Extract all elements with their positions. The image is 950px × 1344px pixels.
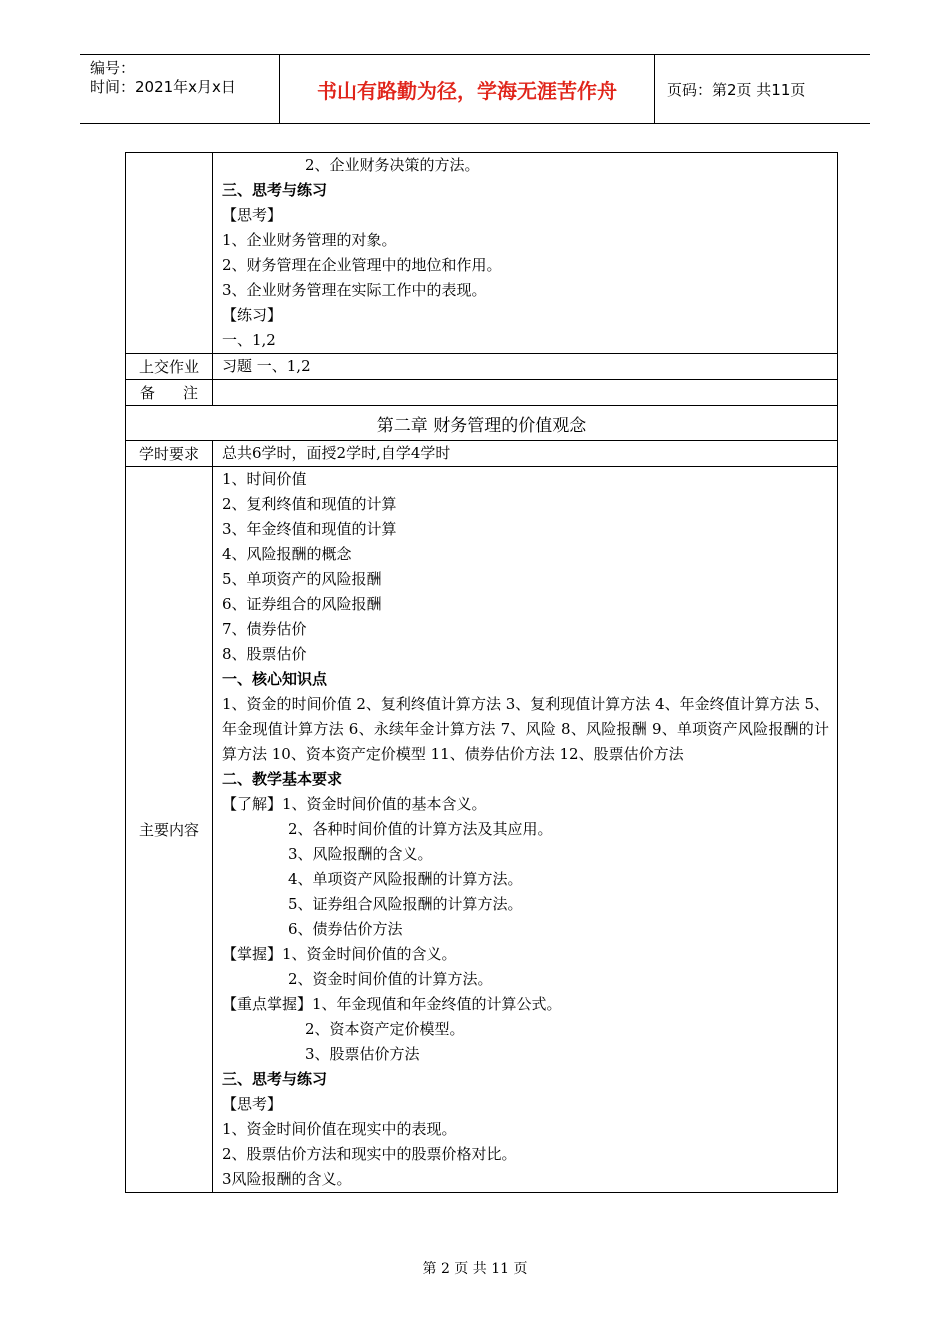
- list-item: 4、风险报酬的概念: [222, 545, 352, 563]
- list-item: 6、债券估价方法: [288, 920, 403, 938]
- chapter-title: 第二章 财务管理的价值观念: [126, 406, 838, 441]
- hours-row: [126, 441, 838, 467]
- list-item: 2、资本资产定价模型。: [305, 1020, 465, 1038]
- list-item: 5、证券组合风险报酬的计算方法。: [288, 895, 523, 913]
- list-item: 6、证券组合的风险报酬: [222, 595, 382, 613]
- list-item: 2、资金时间价值的计算方法。: [288, 970, 493, 988]
- footer-page-number: 第 2 页 共 11 页: [422, 1261, 528, 1277]
- list-item: 3、股票估价方法: [305, 1045, 420, 1063]
- prev-section-row: [126, 153, 838, 354]
- list-item: 3、年金终值和现值的计算: [222, 520, 397, 538]
- list-item: 1、年金现值和年金终值的计算公式。: [312, 995, 562, 1013]
- think-tag: 【思考】: [222, 1095, 283, 1113]
- remarks-label-a: 备: [140, 384, 156, 402]
- homework-value: 习题 一、1,2: [213, 354, 838, 380]
- hours-value: 总共6学时，面授2学时,自学4学时: [213, 441, 838, 467]
- list-item: 8、股票估价: [222, 645, 307, 663]
- page-footer: [0, 1258, 950, 1278]
- core-knowledge-text: 1、资金的时间价值 2、复利终值计算方法 3、复利现值计算方法 4、年金终值计算方法 5、年金现值计算方法 6、永续年金计算方法 7、风险 8、风险报酬 9、单项资产风险报酬的计算方法 10、资本资产定价模型 11、债券估价方法 12、股票估价方法: [222, 695, 829, 763]
- list-item: 3、风险报酬的含义。: [288, 845, 433, 863]
- main-content: [213, 467, 838, 1193]
- list-item: 2、各种时间价值的计算方法及其应用。: [288, 820, 553, 838]
- prev-section-content: [213, 153, 838, 354]
- homework-row: [126, 354, 838, 380]
- main-content-label: 主要内容: [126, 467, 213, 1193]
- prev-section-label: [126, 153, 213, 354]
- list-item: 【思考】: [222, 206, 283, 224]
- list-item: 1、时间价值: [222, 470, 307, 488]
- list-item: 3风险报酬的含义。: [222, 1170, 352, 1188]
- list-item: 1、资金时间价值的含义。: [282, 945, 457, 963]
- list-item: 2、财务管理在企业管理中的地位和作用。: [222, 256, 502, 274]
- chapter-row: [126, 406, 838, 441]
- list-item: 一、1,2: [222, 331, 276, 349]
- list-item: 5、单项资产的风险报酬: [222, 570, 382, 588]
- list-item: 3、企业财务管理在实际工作中的表现。: [222, 281, 487, 299]
- header-page-code: 页码：第2页 共11页: [667, 80, 806, 99]
- list-item: 1、资金时间价值在现实中的表现。: [222, 1120, 457, 1138]
- list-item: 2、复利终值和现值的计算: [222, 495, 397, 513]
- page-header: [80, 54, 870, 124]
- section-heading: 三、思考与练习: [222, 1070, 328, 1088]
- course-table: [125, 152, 838, 1193]
- list-item: 7、债券估价: [222, 620, 307, 638]
- key-tag: 【重点掌握】: [222, 995, 313, 1013]
- list-item: 4、单项资产风险报酬的计算方法。: [288, 870, 523, 888]
- number-label: 编号：: [90, 59, 136, 77]
- remarks-row: [126, 380, 838, 406]
- master-tag: 【掌握】: [222, 945, 283, 963]
- section-heading: 二、教学基本要求: [222, 770, 343, 788]
- time-label: 时间：2021年x月x日: [90, 78, 236, 96]
- header-meta: [80, 55, 280, 123]
- list-item: 2、股票估价方法和现实中的股票价格对比。: [222, 1145, 517, 1163]
- list-item: 1、企业财务管理的对象。: [222, 231, 397, 249]
- hours-label: 学时要求: [126, 441, 213, 467]
- remarks-label: [126, 380, 213, 406]
- main-content-row: [126, 467, 838, 1193]
- remarks-value: [213, 380, 838, 406]
- section-heading: 一、核心知识点: [222, 670, 328, 688]
- remarks-label-b: 注: [182, 384, 198, 402]
- header-slogan: 书山有路勤为径，学海无涯苦作舟: [280, 55, 655, 123]
- understand-tag: 【了解】: [222, 795, 283, 813]
- list-item: 【练习】: [222, 306, 283, 324]
- list-item: 2、企业财务决策的方法。: [305, 156, 480, 174]
- list-item: 1、资金时间价值的基本含义。: [282, 795, 487, 813]
- section-heading: 三、思考与练习: [222, 181, 328, 199]
- homework-label: 上交作业: [126, 354, 213, 380]
